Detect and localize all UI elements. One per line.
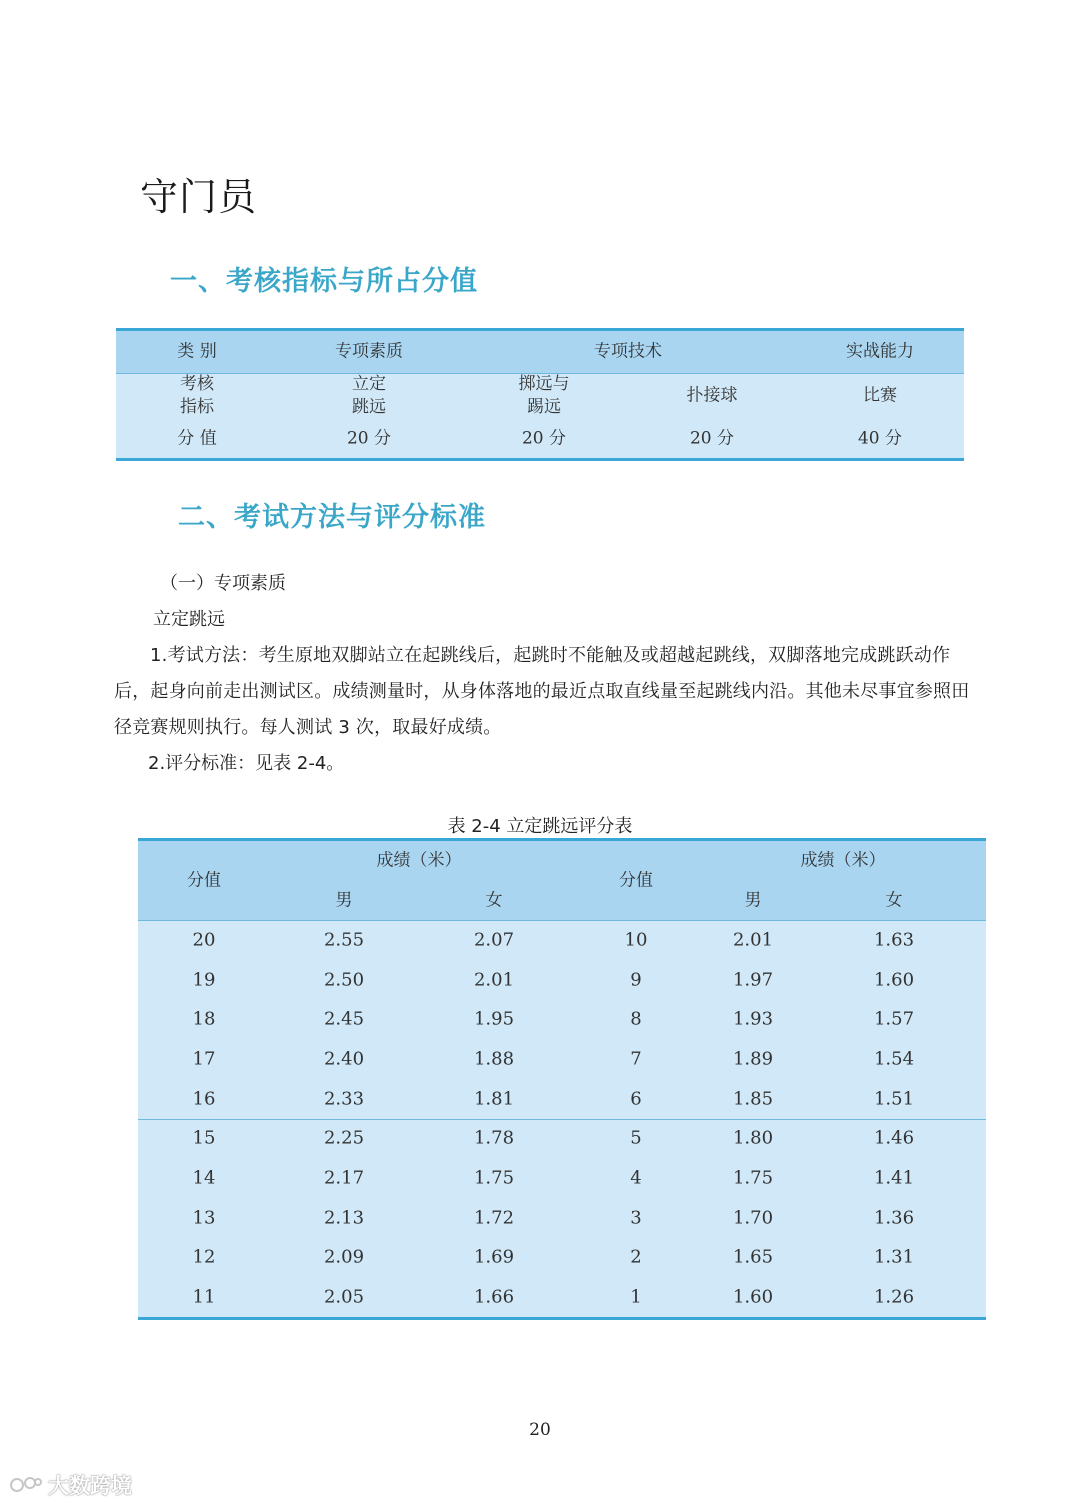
cell-female-left: 1.72: [473, 1207, 515, 1229]
indicator-label: 考核 指标: [180, 374, 214, 417]
cell-male-left: 2.25: [323, 1127, 365, 1149]
score-catch: 20 分: [689, 428, 735, 449]
section-heading-indicators: 一、考核指标与所占分值: [170, 266, 478, 297]
score-standing-jump: 20 分: [346, 428, 392, 449]
cell-score-left: 18: [192, 1008, 216, 1030]
cell-score-right: 8: [630, 1008, 642, 1030]
table-row: [138, 1118, 986, 1158]
cell-male-left: 2.17: [323, 1167, 365, 1189]
table-caption: 表 2-4 立定跳远评分表: [447, 816, 633, 837]
cell-male-right: 1.97: [732, 969, 774, 991]
cell-female-right: 1.54: [873, 1048, 915, 1070]
cell-female-left: 1.66: [473, 1286, 515, 1308]
method-paragraph: 1.考试方法：考生原地双脚站立在起跳线后，起跳时不能触及或超越起跳线，双脚落地完成跳跃动作后，起身向前走出测试区。成绩测量时，从身体落地的最近点取直线量至起跳线内沿。其他未尽事宜参照田径竞赛规则执行。每人测试 3 次，取最好成绩。: [114, 645, 970, 738]
header-result-right: 成绩（米）: [800, 850, 886, 871]
indicator-throw-kick: 掷远与 踢远: [518, 374, 570, 417]
header-result-left: 成绩（米）: [376, 850, 462, 871]
cell-score-right: 6: [630, 1088, 642, 1110]
header-combat-ability: 实战能力: [846, 341, 914, 362]
cell-male-left: 2.55: [323, 929, 365, 951]
indicator-catch: 扑接球: [686, 385, 738, 406]
cell-female-right: 1.36: [873, 1207, 915, 1229]
cell-female-left: 2.01: [473, 969, 515, 991]
cell-female-right: 1.26: [873, 1286, 915, 1308]
score-match: 40 分: [857, 428, 903, 449]
cell-male-left: 2.09: [323, 1246, 365, 1268]
header-female-right: 女: [885, 890, 903, 911]
cell-male-left: 2.33: [323, 1088, 365, 1110]
table-row: [138, 920, 986, 960]
header-male-left: 男: [335, 890, 353, 911]
cell-female-left: 1.69: [473, 1246, 515, 1268]
table-row: [138, 999, 986, 1039]
page-title: 守门员: [140, 175, 258, 219]
table-row: [138, 1158, 986, 1198]
cell-female-right: 1.31: [873, 1246, 915, 1268]
cell-female-left: 1.81: [473, 1088, 515, 1110]
standard-paragraph: 2.评分标准：见表 2-4。: [148, 753, 345, 774]
cell-male-right: 1.93: [732, 1008, 774, 1030]
cell-score-left: 13: [192, 1207, 216, 1229]
cell-male-left: 2.40: [323, 1048, 365, 1070]
scoring-table: [138, 838, 986, 1320]
table-row: [138, 960, 986, 1000]
cell-score-right: 3: [630, 1207, 642, 1229]
subheading-special-quality: （一）专项素质: [160, 573, 286, 594]
score-label: 分 值: [177, 428, 217, 449]
cell-male-right: 2.01: [732, 929, 774, 951]
cell-score-left: 17: [192, 1048, 216, 1070]
scoring-rows: [138, 920, 986, 1317]
cell-female-right: 1.63: [873, 929, 915, 951]
cell-female-right: 1.60: [873, 969, 915, 991]
cell-score-right: 1: [630, 1286, 642, 1308]
indicator-standing-jump: 立定 跳远: [352, 374, 386, 417]
cell-score-left: 11: [192, 1286, 216, 1308]
table-row: [138, 1238, 986, 1278]
header-special-technique: 专项技术: [594, 341, 662, 362]
cell-score-left: 20: [192, 929, 216, 951]
cell-male-right: 1.65: [732, 1246, 774, 1268]
cell-female-right: 1.57: [873, 1008, 915, 1030]
cell-male-left: 2.05: [323, 1286, 365, 1308]
header-category: 类 别: [177, 341, 217, 362]
cell-male-right: 1.70: [732, 1207, 774, 1229]
header-female-left: 女: [485, 890, 503, 911]
cell-male-right: 1.85: [732, 1088, 774, 1110]
cell-female-left: 1.88: [473, 1048, 515, 1070]
cell-score-right: 7: [630, 1048, 642, 1070]
cell-score-left: 16: [192, 1088, 216, 1110]
header-score-left: 分值: [187, 870, 221, 891]
cell-male-left: 2.13: [323, 1207, 365, 1229]
table-row: [138, 1198, 986, 1238]
cell-score-left: 19: [192, 969, 216, 991]
watermark: [8, 1470, 132, 1500]
cell-score-right: 2: [630, 1246, 642, 1268]
cell-male-right: 1.80: [732, 1127, 774, 1149]
score-throw-kick: 20 分: [521, 428, 567, 449]
cell-score-left: 14: [192, 1167, 216, 1189]
cell-female-right: 1.46: [873, 1127, 915, 1149]
indicator-match: 比赛: [863, 385, 897, 406]
page-number: 20: [529, 1420, 551, 1440]
cell-female-left: 1.75: [473, 1167, 515, 1189]
cell-female-left: 1.78: [473, 1127, 515, 1149]
cell-score-right: 5: [630, 1127, 642, 1149]
cell-score-left: 12: [192, 1246, 216, 1268]
cell-male-left: 2.50: [323, 969, 365, 991]
table-row: [138, 1079, 986, 1119]
cell-male-left: 2.45: [323, 1008, 365, 1030]
indicator-table: [116, 328, 964, 461]
item-title: 立定跳远: [153, 609, 225, 630]
cell-score-right: 4: [630, 1167, 642, 1189]
cell-male-right: 1.75: [732, 1167, 774, 1189]
cell-score-right: 10: [624, 929, 648, 951]
table-row: [138, 1039, 986, 1079]
cell-male-right: 1.89: [732, 1048, 774, 1070]
header-score-right: 分值: [619, 870, 653, 891]
watermark-text: 大数跨境: [48, 1474, 132, 1498]
cell-female-left: 1.95: [473, 1008, 515, 1030]
logo-icon: [8, 1473, 42, 1497]
cell-female-right: 1.51: [873, 1088, 915, 1110]
cell-female-left: 2.07: [473, 929, 515, 951]
table-row: [138, 1277, 986, 1317]
section-heading-methods: 二、考试方法与评分标准: [178, 502, 486, 533]
cell-score-right: 9: [630, 969, 642, 991]
header-special-quality: 专项素质: [335, 341, 403, 362]
cell-score-left: 15: [192, 1127, 216, 1149]
cell-male-right: 1.60: [732, 1286, 774, 1308]
indicator-table-header: [116, 331, 964, 374]
header-male-right: 男: [744, 890, 762, 911]
cell-female-right: 1.41: [873, 1167, 915, 1189]
